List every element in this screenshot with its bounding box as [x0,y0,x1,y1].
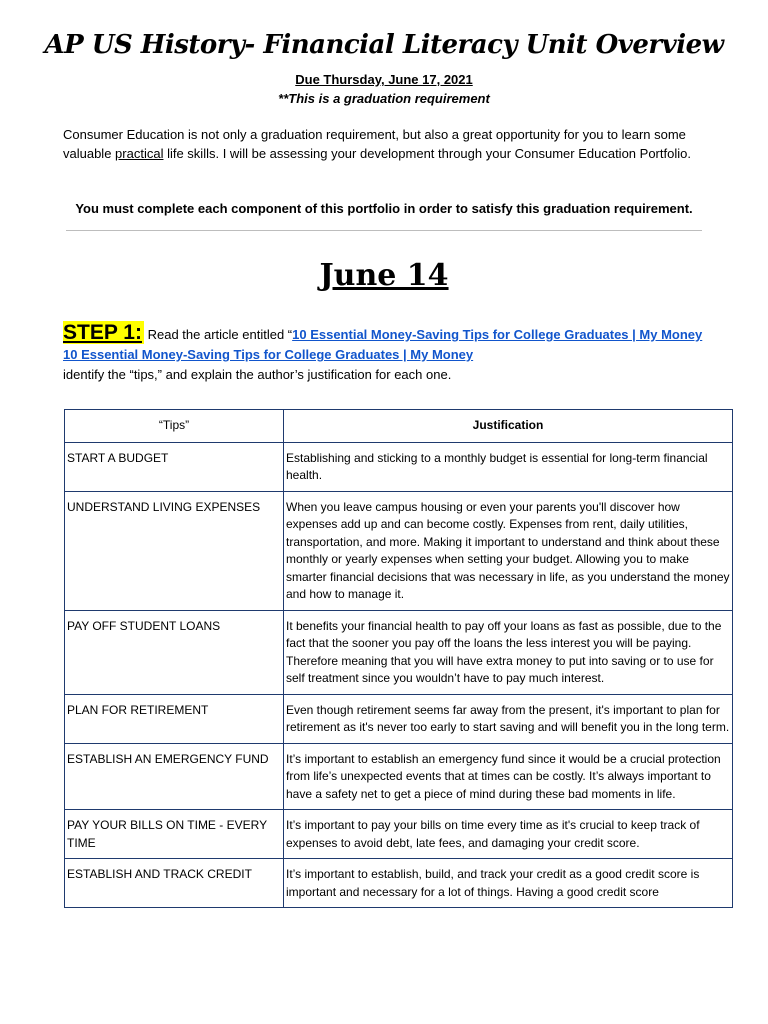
tip-cell: PAY YOUR BILLS ON TIME - EVERY TIME [65,810,284,859]
step-1-instructions [63,323,713,385]
step-1-label: STEP 1: [63,321,142,344]
table-row [65,810,733,859]
graduation-requirement-note: **This is a graduation requirement [278,91,490,106]
intro-text-2: life skills. I will be assessing your development through your Consumer Education Portfolio. [163,145,691,161]
tips-column-header: “Tips” [65,410,284,443]
tip-cell: UNDERSTAND LIVING EXPENSES [65,491,284,610]
justification-column-header: Justification [284,410,733,443]
table-row [65,442,733,491]
justification-cell: It benefits your financial health to pay off your loans as fast as possible, due to the fact that the sooner you pay off the loans the less interest you will be paying. Therefore meaning that you will have extra money to put into saving or to use for self treatment since you wouldn’t have to pay much interest. [284,610,733,694]
justification-cell: It’s important to establish an emergency fund since it would be a crucial protection from life’s unexpected events that at times can be costly. It’s always important to have a safety net to get a piece of mind during these bad moments in life. [284,743,733,810]
date-heading: June 14 [319,258,449,293]
justification-cell: Establishing and sticking to a monthly budget is essential for long-term financial health. [284,442,733,491]
tips-table [64,409,733,908]
table-row [65,610,733,694]
tip-cell: PAY OFF STUDENT LOANS [65,610,284,694]
tip-cell: ESTABLISH AN EMERGENCY FUND [65,743,284,810]
tip-cell: ESTABLISH AND TRACK CREDIT [65,859,284,908]
intro-text-1: Consumer Education is not only a graduation requirement, but also a great opportunity for you to learn some valuable [63,127,686,161]
tip-cell: PLAN FOR RETIREMENT [65,694,284,743]
justification-cell: Even though retirement seems far away from the present, it's important to plan for retirement as it's never too early to start saving and will benefit you in the long term. [284,694,733,743]
step-1-text-before: Read the article entitled “ [143,327,293,342]
justification-cell: It’s important to pay your bills on time every time as it's crucial to keep track of expenses to avoid debt, late fees, and damaging your credit score. [284,810,733,859]
table-row [65,694,733,743]
document-title: AP US History- Financial Literacy Unit Overview [44,30,724,60]
intro-paragraph [63,126,713,163]
justification-cell: When you leave campus housing or even your parents you'll discover how expenses add up and can become costly. Expenses from rent, daily utilities, transportation, and more. Making it important to understand and think about these monthly or yearly expenses when setting your budget. Allowing you to make smarter financial decisions that was necessary in life, as you understand the money and how to manage it. [284,491,733,610]
table-row [65,743,733,810]
due-date: Due Thursday, June 17, 2021 [295,72,473,87]
article-link-2[interactable]: 10 Essential Money-Saving Tips for College Graduates | My Money [63,347,474,362]
table-row [65,491,733,610]
must-complete-notice: You must complete each component of this portfolio in order to satisfy this graduation requirement. [75,201,693,216]
table-row [65,859,733,908]
intro-underlined-word: practical [115,145,164,161]
justification-cell: It’s important to establish, build, and track your credit as a good credit score is important and necessary for a lot of things. Having a good credit score [284,859,733,908]
horizontal-rule [66,230,702,231]
table-header-row [65,410,733,443]
article-link-1[interactable]: 10 Essential Money-Saving Tips for College Graduates | My Money [292,327,703,342]
tip-cell: START A BUDGET [65,442,284,491]
step-1-text-after: identify the “tips,” and explain the author’s justification for each one. [63,367,452,382]
